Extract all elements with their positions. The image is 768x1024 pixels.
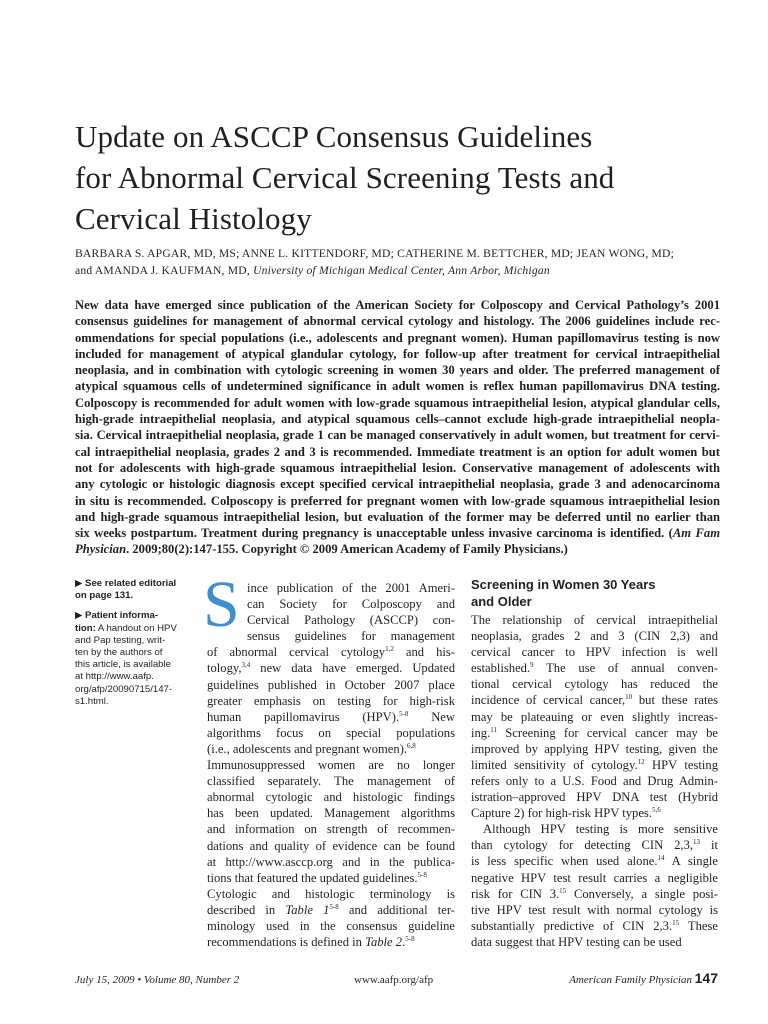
body-text: tions that featured the updated guidelines.: [207, 870, 418, 885]
body-line: Cervical Pathology (ASCCP) con-: [247, 613, 455, 628]
citation-journal-cont: Physician: [75, 542, 127, 557]
body-text: risk for CIN 3.: [471, 886, 560, 901]
body-line: greater emphasis on testing for high-risk: [207, 693, 455, 708]
body-line: [471, 837, 718, 853]
journal-name: American Family Physician: [569, 974, 692, 986]
body-line: and information on strength of recommen-: [207, 822, 455, 837]
page-footer: [75, 972, 718, 988]
editorial-line: on page 131.: [75, 590, 134, 602]
body-text: These: [679, 918, 718, 933]
body-text: ing.: [471, 725, 491, 740]
body-line: [207, 934, 455, 950]
reference-marker: 5-8: [399, 709, 409, 718]
abstract-line: [75, 525, 720, 541]
abstract-line: Colposcopy is recommended for adult women with low-grade squamous intraepithelial lesion, atypical glandular cells,: [75, 395, 720, 410]
patient-info-label: tion:: [75, 622, 96, 634]
body-line: refers only to a U.S. Food and Drug Admin-: [471, 773, 718, 788]
reference-marker: 15: [672, 918, 680, 927]
body-line: [471, 886, 718, 902]
reference-marker: 1,2: [385, 645, 394, 654]
author-line: BARBARA S. APGAR, MD, MS; ANNE L. KITTENDORF, MD; CATHERINE M. BETTCHER, MD; JEAN WONG, MD;: [75, 247, 675, 260]
body-line: has been updated. Management algorithms: [207, 806, 455, 821]
issue-info: July 15, 2009 • Volume 80, Number 2: [75, 974, 240, 986]
body-line: Immunosuppressed women are no longer: [207, 758, 455, 773]
reference-marker: 5-8: [329, 902, 339, 911]
title-line: Cervical Histology: [75, 201, 312, 236]
patient-info-line: ten by the authors of: [75, 647, 163, 659]
body-line: abnormal cytologic and histologic findings: [207, 790, 455, 805]
body-line: [471, 853, 718, 869]
body-text: human papillomavirus (HPV).: [207, 709, 400, 724]
author-list: [75, 245, 725, 279]
body-line: can Society for Colposcopy and: [247, 597, 455, 612]
body-line: [207, 741, 455, 757]
body-text: Screening for cervical cancer may be: [497, 725, 718, 740]
body-line: classified separately. The management of: [207, 774, 455, 789]
abstract-line: consensus guidelines for management of abnormal cervical cytology and histology. The 2006 guidelines include rec-: [75, 314, 720, 329]
body-text: established.: [471, 661, 531, 676]
body-text: .: [402, 935, 406, 950]
body-line: [207, 660, 455, 676]
abstract-line: atypical squamous cells of undetermined significance in adult women is reflex human papillomavirus DNA testing.: [75, 379, 720, 394]
abstract-line: cal intraepithelial neoplasia, grades 2 and 3 is recommended. Immediate treatment is an option for adult women but: [75, 444, 720, 459]
body-text: The use of annual conven-: [533, 661, 718, 676]
body-text: incidence of cervical cancer,: [471, 693, 626, 708]
reference-marker: 10: [625, 693, 633, 702]
reference-marker: 5-8: [405, 935, 415, 944]
body-line: minology used in the consensus guideline: [207, 918, 455, 933]
reference-marker: 13: [693, 838, 701, 847]
abstract-line: high-grade intraepithelial neoplasia, and atypical squamous cells–cannot exclude high-grade intraepithelial neopla-: [75, 412, 720, 427]
section-heading: [471, 577, 718, 610]
body-line: [207, 709, 455, 725]
body-text: limited sensitivity of cytology.: [471, 757, 638, 772]
related-editorial-note: [75, 578, 185, 602]
reference-marker: 5,6: [651, 806, 661, 815]
patient-info-label: ▶ Patient informa-: [75, 610, 159, 622]
body-line: [471, 805, 718, 821]
body-line: guidelines published in October 2007 place: [207, 677, 455, 692]
author-names: and AMANDA J. KAUFMAN, MD,: [75, 264, 254, 277]
reference-marker: 12: [637, 757, 645, 766]
body-line: [471, 692, 718, 708]
body-line: dations and quality of evidence can be found: [207, 838, 455, 853]
body-line: [471, 918, 718, 934]
body-text: HPV testing: [644, 757, 718, 772]
body-line: negative HPV test result carries a negligible: [471, 870, 718, 885]
abstract-line: not for adolescents with high-grade squamous intraepithelial lesion. Conservative management of adolescents with: [75, 460, 720, 475]
reference-marker: 6,8: [407, 741, 416, 750]
body-line: The relationship of cervical intraepithelial: [471, 613, 718, 627]
abstract-line: and high-grade squamous intraepithelial lesion, but evaluation of the former may be deferred until no earlier than: [75, 509, 720, 524]
body-line: [207, 870, 455, 886]
body-text: is less specific when used alone.: [471, 854, 658, 869]
heading-line: and Older: [471, 593, 532, 609]
reference-marker: 11: [490, 725, 497, 734]
article-title: [75, 116, 715, 239]
reference-marker: 15: [559, 886, 567, 895]
table-reference[interactable]: Table 2: [365, 935, 403, 950]
page-number: 147: [694, 970, 718, 986]
abstract-line: neoplasia, and in combination with cytologic screening in women 30 years and older. The preferred management of: [75, 363, 720, 378]
body-line: [207, 644, 455, 660]
body-line: neoplasia, grades 2 and 3 (CIN 2,3) and: [471, 629, 718, 644]
author-affiliation: University of Michigan Medical Center, Ann Arbor, Michigan: [253, 264, 550, 277]
body-text: and additional ter-: [338, 902, 455, 917]
body-text: but these rates: [632, 693, 718, 708]
body-text: described in: [207, 902, 286, 917]
reference-marker: 9: [530, 661, 534, 670]
body-text: Capture 2) for high-risk HPV types.: [471, 806, 652, 821]
body-text: and his-: [405, 645, 455, 660]
body-line: at http://www.asccp.org and in the publica-: [207, 854, 455, 869]
body-text: substantially predictive of CIN 2,3.: [471, 918, 673, 933]
patient-info-text: A handout on HPV: [95, 622, 177, 634]
body-text: of abnormal cervical cytology: [207, 645, 386, 660]
body-line: Cytologic and histologic terminology is: [207, 886, 455, 901]
abstract-line: New data have emerged since publication of the American Society for Colposcopy and Cervical Pathology’s 2001: [75, 298, 720, 312]
table-reference[interactable]: Table 1: [285, 902, 330, 917]
body-text: recommendations is defined in: [207, 935, 366, 950]
body-line: ince publication of the 2001 Ameri-: [247, 581, 455, 595]
body-line: [471, 725, 718, 741]
body-line: tional cervical cytology has reduced the: [471, 677, 718, 692]
abstract-line: included for management of atypical glandular cytology, for follow-up after treatment for cervical intraepithelial: [75, 346, 720, 361]
body-text: than cytology for detecting CIN 2,3,: [471, 838, 694, 853]
patient-info-line: and Pap testing, writ-: [75, 634, 166, 646]
editorial-line: ▶ See related editorial: [75, 578, 177, 589]
abstract: [75, 297, 720, 558]
patient-info-line: this article, is available: [75, 659, 171, 671]
body-text: tology,: [207, 661, 242, 676]
body-line: may be plateauing or even slightly increas-: [471, 709, 718, 724]
intro-column: [207, 580, 455, 950]
body-line: istration–approved HPV DNA test (Hybrid: [471, 790, 718, 805]
body-line: sensus guidelines for management: [247, 629, 455, 644]
body-text: new data have emerged. Updated: [250, 661, 455, 676]
abstract-line: in situ is recommended. Colposcopy is preferred for pregnant women with low-grade squamous intraepithelial lesion: [75, 493, 720, 508]
reference-marker: 14: [657, 854, 665, 863]
title-line: Update on ASCCP Consensus Guidelines: [75, 119, 593, 154]
reference-marker: 5-8: [417, 870, 427, 879]
patient-info-line: [75, 623, 185, 635]
abstract-text: six weeks postpartum. Treatment during pregnancy is unacceptable unless invasive carcinoma is identified. (: [75, 526, 673, 541]
abstract-line: sia. Cervical intraepithelial neoplasia, grade 1 can be managed conservatively in adult women, but treatment for cervi-: [75, 428, 720, 443]
title-line: for Abnormal Cervical Screening Tests and: [75, 160, 615, 195]
section-column: [471, 612, 718, 950]
patient-info-note: [75, 610, 185, 708]
drop-cap: S: [203, 568, 240, 641]
body-line: tive HPV test result with normal cytology is: [471, 902, 718, 917]
body-text: Conversely, a single posi-: [566, 886, 718, 901]
body-line: [471, 660, 718, 676]
body-line: algorithms focus on special populations: [207, 725, 455, 740]
body-text: it: [700, 838, 718, 853]
author-line: [75, 262, 725, 279]
sidebar-notes: [75, 578, 185, 716]
heading-line: Screening in Women 30 Years: [471, 577, 656, 592]
citation-details: . 2009;80(2):147-155. Copyright © 2009 American Academy of Family Physicians.): [126, 542, 568, 557]
abstract-line: ommendations for special populations (i.e., adolescents and pregnant women). Human papillomavirus testing is now: [75, 330, 720, 345]
body-line: [207, 902, 455, 918]
body-text: (i.e., adolescents and pregnant women).: [207, 741, 408, 756]
reference-marker: 3,4: [241, 661, 251, 670]
body-line: improved by applying HPV testing, given the: [471, 741, 718, 756]
citation-journal: Am Fam: [672, 526, 720, 541]
body-line: data suggest that HPV testing can be used: [471, 934, 682, 949]
body-text: New: [408, 709, 455, 724]
abstract-line: [75, 541, 720, 557]
body-line: Although HPV testing is more sensitive: [483, 822, 718, 837]
abstract-line: any cytologic or histologic diagnosis except specified cervical intraepithelial neoplasia, grade 3 and adenocarcinoma: [75, 477, 720, 492]
patient-info-link[interactable]: org/afp/20090715/147-: [75, 683, 173, 695]
patient-info-link[interactable]: s1.html.: [75, 695, 109, 707]
body-line: cervical cancer to HPV infection is well: [471, 645, 718, 660]
body-text: A single: [664, 854, 718, 869]
patient-info-link[interactable]: at http://www.aafp.: [75, 671, 154, 683]
journal-url[interactable]: www.aafp.org/afp: [354, 974, 434, 986]
body-line: [471, 757, 718, 773]
